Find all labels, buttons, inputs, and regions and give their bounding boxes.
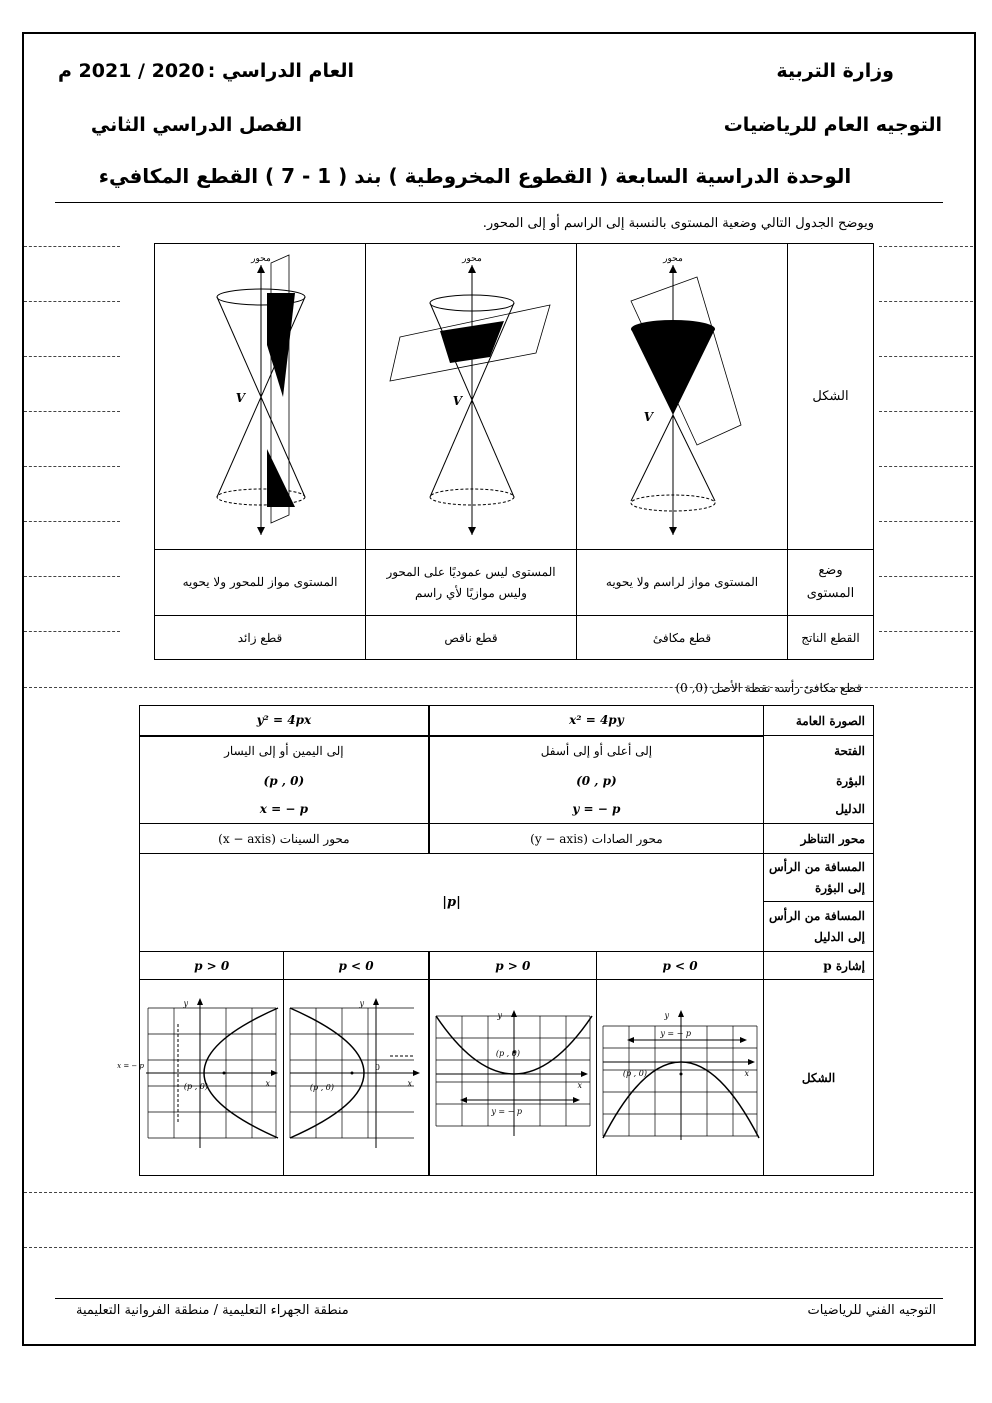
vertical-focus: (0 , p) <box>429 766 764 796</box>
page-title: الوحدة الدراسية السابعة ( القطوع المخروطية ) بند ( 1 - 7 ) القطع المكافيء <box>98 164 852 188</box>
conic-table <box>154 243 874 660</box>
svg-text:0: 0 <box>374 1063 381 1072</box>
svg-text:(p , 0): (p , 0) <box>309 1083 335 1092</box>
row-label-directrix: الدليل <box>764 796 874 824</box>
hyperbola-cone-cell <box>155 244 366 550</box>
horizontal-symmetry: محور السينات (x − axis) <box>140 824 429 854</box>
margin-line <box>24 1192 973 1193</box>
semester-label: الفصل الدراسي الثاني <box>90 114 302 136</box>
hyperbola-plane-position: المستوى مواز للمحور ولا يحويه <box>155 550 366 616</box>
graph-h-left <box>286 996 426 1156</box>
margin-line <box>879 631 973 632</box>
margin-line <box>24 411 120 412</box>
parabola-properties-table <box>116 705 874 1176</box>
svg-text:(p , 0): (p , 0) <box>183 1082 208 1091</box>
svg-text:y: y <box>183 999 188 1008</box>
margin-line <box>24 521 120 522</box>
svg-text:x: x <box>577 1081 582 1090</box>
margin-line <box>24 576 120 577</box>
section-title: قطع مكافئ رأسه نقطة الأصل (0, 0) <box>675 681 862 695</box>
hyperbola-cone-figure <box>155 245 365 545</box>
title-divider <box>55 202 943 203</box>
margin-line <box>24 631 120 632</box>
margin-line <box>879 466 973 467</box>
margin-line <box>24 1247 973 1248</box>
row-label-sign-p: إشارة p <box>764 952 874 980</box>
graph-v-down <box>599 1006 761 1146</box>
year-label: العام الدراسي : <box>207 60 354 82</box>
parabola-result: قطع مكافئ <box>577 616 788 660</box>
margin-line <box>879 521 973 522</box>
sign-v-negative: p < 0 <box>596 952 763 980</box>
margin-line <box>879 356 973 357</box>
margin-line <box>879 411 973 412</box>
footer-left-text: منطقة الجهراء التعليمية / منطقة الفروانية التعليمية <box>76 1303 349 1318</box>
row-label-position: وضع المستوى <box>788 550 874 616</box>
horizontal-directrix: x = − p <box>140 796 429 824</box>
footer-divider <box>55 1298 943 1299</box>
row-label-result: القطع الناتج <box>788 616 874 660</box>
row-label-general-form: الصورة العامة <box>764 706 874 736</box>
graph-h-left-cell <box>284 980 429 1176</box>
hyperbola-result: قطع زائد <box>155 616 366 660</box>
sign-v-positive: p > 0 <box>429 952 597 980</box>
sign-h-positive: p > 0 <box>140 952 284 980</box>
svg-text:y = − p: y = − p <box>660 1029 692 1038</box>
graph-v-up <box>432 1006 594 1146</box>
ellipse-cone-cell <box>366 244 577 550</box>
margin-line <box>879 246 973 247</box>
sign-h-negative: p < 0 <box>284 952 429 980</box>
ellipse-cone-figure <box>366 245 576 545</box>
svg-text:y: y <box>664 1011 670 1020</box>
svg-text:محور: محور <box>663 254 683 264</box>
svg-text:x: x <box>265 1079 270 1088</box>
intro-text: ويوضح الجدول التالي وضعية المستوى بالنسبة إلى الراسم أو إلى المحور. <box>482 216 874 231</box>
svg-text:V: V <box>235 391 245 405</box>
svg-text:(0 , p): (0 , p) <box>495 1049 520 1058</box>
svg-text:محور: محور <box>462 254 482 264</box>
horizontal-focus: (p , 0) <box>140 766 429 796</box>
svg-text:V: V <box>452 394 462 408</box>
svg-text:y: y <box>359 999 365 1008</box>
ministry-name: وزارة التربية <box>776 60 894 82</box>
ellipse-plane-position: المستوى ليس عموديًا على المحور وليس موازيًا لأي راسم <box>366 550 577 616</box>
row-label-dist-focus: المسافة من الرأس إلى البؤرة <box>764 854 874 902</box>
margin-line <box>24 246 120 247</box>
svg-text:V: V <box>643 410 653 424</box>
vertical-symmetry: محور الصادات (y − axis) <box>429 824 764 854</box>
svg-text:محور: محور <box>251 254 271 264</box>
row-label-shape: الشكل <box>788 244 874 550</box>
graph-v-up-cell <box>429 980 597 1176</box>
horizontal-form: y² = 4px <box>140 706 429 736</box>
department-name: التوجيه العام للرياضيات <box>723 114 942 136</box>
svg-text:x: x <box>407 1079 413 1088</box>
margin-line <box>24 301 120 302</box>
margin-line <box>879 301 973 302</box>
ellipse-result: قطع ناقص <box>366 616 577 660</box>
row-label-dist-directrix: المسافة من الرأس إلى الدليل <box>764 902 874 952</box>
margin-line <box>24 356 120 357</box>
footer-right-text: التوجيه الفني للرياضيات <box>807 1303 936 1318</box>
svg-text:(0 , p): (0 , p) <box>622 1069 648 1078</box>
parabola-plane-position: المستوى مواز لراسم ولا يحويه <box>577 550 788 616</box>
margin-line <box>24 466 120 467</box>
horizontal-opening: إلى اليمين أو إلى اليسار <box>140 736 429 766</box>
vertical-form: x² = 4py <box>429 706 764 736</box>
graph-h-right-cell <box>116 980 284 1176</box>
distance-value: |p| <box>140 854 764 952</box>
graph-h-right <box>116 996 282 1156</box>
vertical-directrix: y = − p <box>429 796 764 824</box>
year-value: 2020 / 2021 م <box>58 60 205 82</box>
svg-text:x: x <box>744 1069 750 1078</box>
row-label-opening: الفتحة <box>764 736 874 766</box>
parabola-cone-cell <box>577 244 788 550</box>
row-label-focus: البؤرة <box>764 766 874 796</box>
margin-line <box>879 576 973 577</box>
row-label-symmetry: محور التناظر <box>764 824 874 854</box>
graph-v-down-cell <box>596 980 763 1176</box>
row-label-graph: الشكل <box>764 980 874 1176</box>
parabola-cone-figure <box>577 245 787 545</box>
svg-text:y = − p: y = − p <box>491 1107 522 1116</box>
svg-text:x = − p: x = − p <box>116 1062 144 1070</box>
vertical-opening: إلى أعلى أو إلى أسفل <box>429 736 764 766</box>
svg-text:y: y <box>497 1011 502 1020</box>
